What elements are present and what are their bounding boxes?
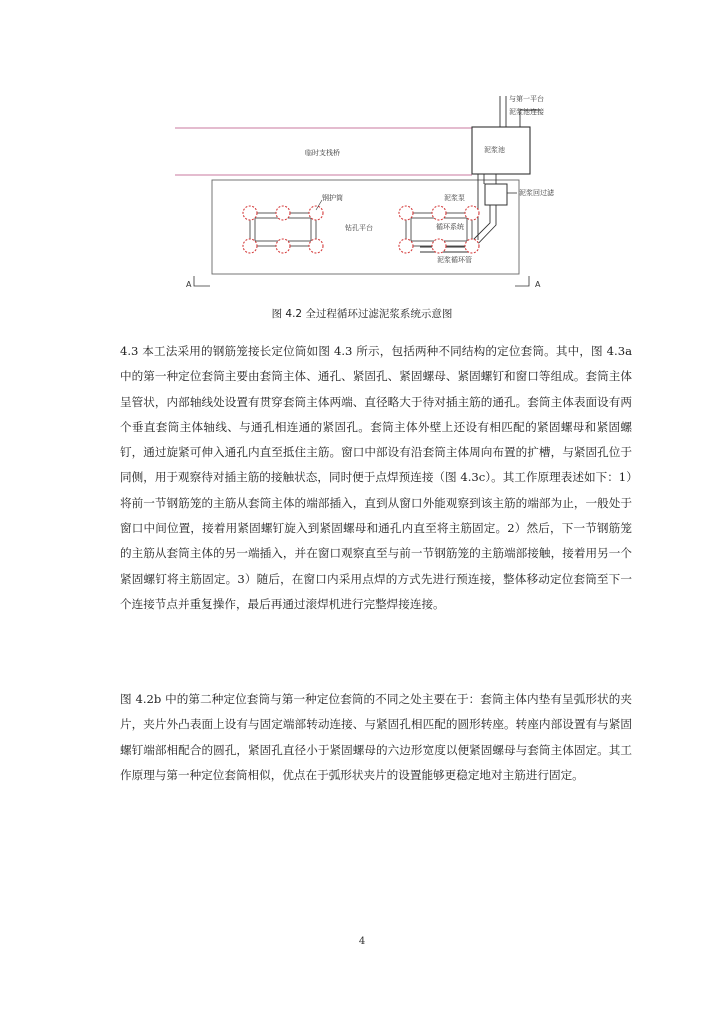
casing-circle [243,239,257,253]
casing-circle [432,206,446,220]
paragraph-second-sleeve: 图 4.2b 中的第二种定位套筒与第一种定位套筒的不同之处主要在于：套筒主体内垫有呈弧形状的夹片，夹片外凸表面上设有与固定端部转动连接、与紧固孔相匹配的圆形转座。转座内部设置有与紧固螺钉端部相配合的圆孔，紧固孔直径小于紧固螺母的六边形宽度以便紧固螺母与套筒主体固定。其工作原理与第一种定位套筒相似，优点在于弧形状夹片的设置能够更稳定地对主筋进行固定。 [120,692,632,782]
label-section-left: A [186,280,192,289]
mud-system-diagram [0,0,724,300]
casing-circle [399,239,413,253]
label-mud-pipe-top: 泥浆池连接 [509,108,544,116]
casing-circle [276,206,290,220]
casing-circle [465,239,479,253]
label-steel-casing: 钢护筒 [322,194,343,202]
label-mud-pipe: 泥浆循环管 [437,256,472,264]
section-marker-right [515,276,529,286]
figure-caption: 图 4.2 全过程循环过滤泥浆系统示意图 [271,308,453,320]
casing-circle [465,206,479,220]
label-mud-filter: 泥浆回过滤 [519,189,554,197]
label-circulation: 循环系统 [436,223,464,231]
label-mud-pump: 泥浆泵 [444,194,465,202]
casing-circle [432,239,446,253]
casing-circle [276,239,290,253]
label-drill-platform: 钻孔平台 [345,224,373,232]
filter-unit [485,184,507,205]
label-section-right: A [535,280,541,289]
page-number: 4 [358,936,366,947]
casing-circle [309,239,323,253]
casing-circle [399,206,413,220]
label-platform: 与第一平台 [509,95,544,103]
section-marker-left [194,276,210,286]
paragraph-4-3: 4.3 本工法采用的钢筋笼接长定位筒如图 4.3 所示，包括两种不同结构的定位套筒。其中，图 4.3a 中的第一种定位套筒主要由套筒主体、通孔、紧固孔、紧固螺母、紧固螺钉和窗口等组成。套筒主体呈管状，内部轴线处设置有贯穿套筒主体两端、直径略大于待对插主筋的通孔。套筒主体表面设有两个垂直套筒主体轴线、与通孔相连通的紧固孔。套筒主体外壁上还设有相匹配的紧固螺母和紧固螺钉，通过旋紧可伸入通孔内直至抵住主筋。窗口中部设有沿套筒主体周向布置的扩槽，与紧固孔位于同侧，用于观察待对插主筋的接触状态，同时便于点焊预连接（图 4.3c）。其工作原理表述如下：1）将前一节钢筋笼的主筋从套筒主体的端部插入，直到从窗口外能观察到该主筋的端部为止，一般处于窗口中间位置，接着用紧固螺钉旋入到紧固螺母和通孔内直至将主筋固定。2）然后，下一节钢筋笼的主筋从套筒主体的另一端插入，并在窗口观察直至与前一节钢筋笼的主筋端部接触，接着用另一个紧固螺钉将主筋固定。3）随后，在窗口内采用点焊的方式先进行预连接，整体移动定位套筒至下一个连接节点并重复操作，最后再通过滚焊机进行完整焊接连接。 [120,344,632,611]
label-mud-pool: 泥浆池 [484,146,505,154]
casing-circle [243,206,257,220]
casing-circle [309,206,323,220]
label-trestle: 临时支栈桥 [305,149,340,157]
